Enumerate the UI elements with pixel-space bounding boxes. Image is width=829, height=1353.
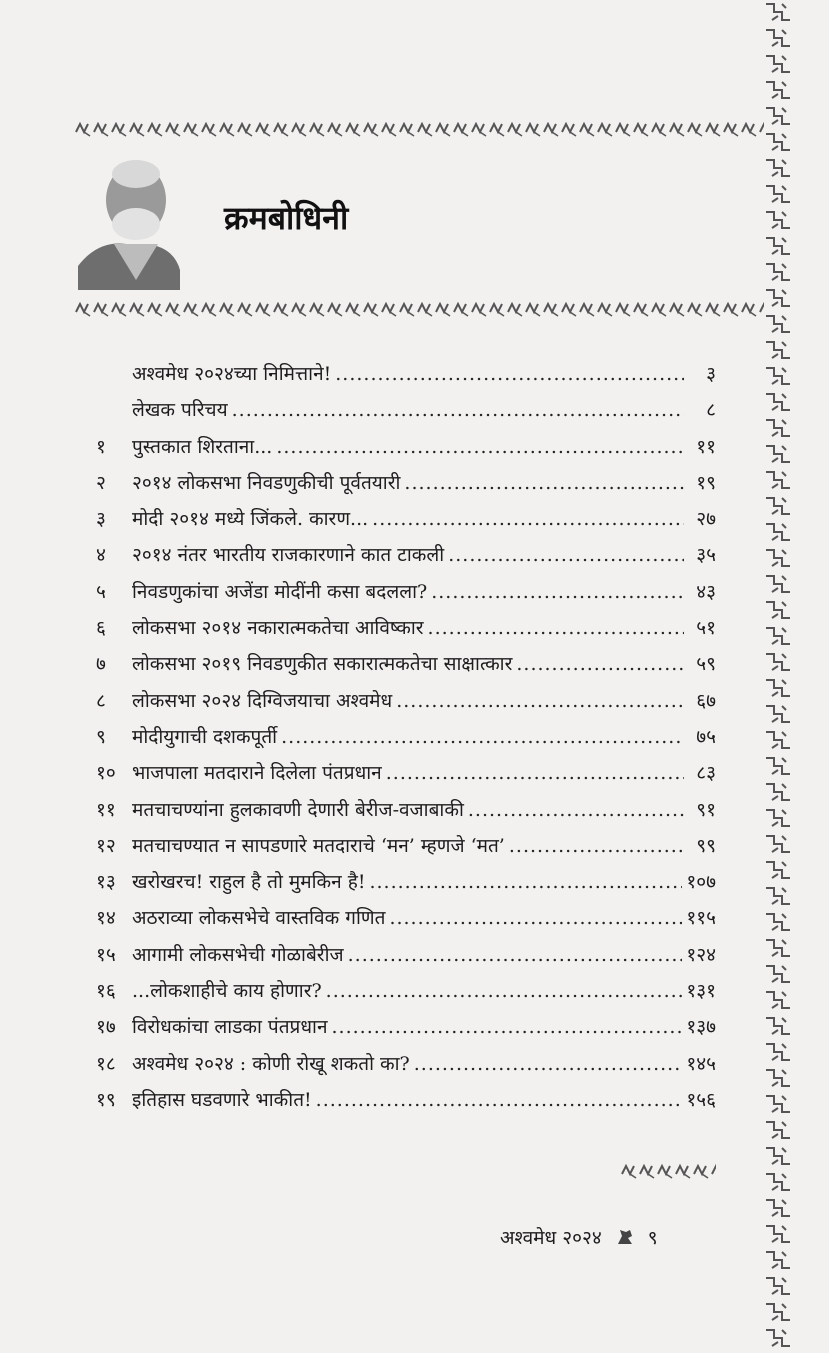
toc-page-number: १२४ [686,943,716,966]
toc-entry [96,505,716,541]
toc-entry [96,396,716,432]
toc-leader-dots [404,472,684,494]
toc-chapter-title: इतिहास घडवणारे भाकीत! [132,1088,312,1111]
toc-entry [96,977,716,1013]
toc-leader-dots [232,399,684,421]
toc-chapter-number: ७ [96,653,106,676]
toc-chapter-title: लोकसभा २०१४ नकारात्मकतेचा आविष्कार [132,617,424,640]
toc-page-number: ११ [696,435,716,458]
author-photo [78,148,180,290]
toc-chapter-number: ४ [96,544,106,567]
top-border-ornament [74,118,764,140]
toc-page-number: १४५ [686,1052,716,1075]
toc-leader-dots [468,799,684,821]
toc-chapter-title: लोकसभा २०२४ दिग्विजयाचा अश्वमेध [132,689,393,712]
toc-chapter-number: २ [96,471,106,494]
toc-page-number: ७५ [696,725,716,748]
toc-page-number: २७ [696,508,716,531]
toc-chapter-number: १६ [96,980,116,1003]
toc-leader-dots [332,1016,683,1038]
toc-page-number: ५१ [696,617,716,640]
header-divider-ornament [74,298,764,320]
toc-page-number: ३ [706,363,716,385]
right-border-ornament [760,0,796,1353]
toc-entry [96,1086,716,1122]
toc-entry [96,796,716,832]
page-footer [500,1224,658,1250]
toc-entry [96,723,716,759]
toc-entry [96,469,716,505]
toc-page-number: ८ [706,399,716,422]
toc-entry [96,1050,716,1086]
toc-leader-dots [281,726,684,748]
toc-page-number: ८३ [696,762,716,785]
toc-chapter-title: लोकसभा २०१९ निवडणुकीत सकारात्मकतेचा साक्षात्कार [132,653,513,676]
horse-emblem-icon [614,1226,636,1248]
toc-chapter-title: मतचाचण्यांना हुलकावणी देणारी बेरीज-वजाबाकी [132,798,464,821]
footer-page-number: ९ [647,1227,658,1249]
toc-chapter-title: अठराव्या लोकसभेचे वास्तविक गणित [132,907,386,930]
toc-page-number: १५६ [686,1088,716,1111]
toc-chapter-number: १ [96,435,106,458]
toc-chapter-title: लेखक परिचय [132,399,228,422]
toc-page-number: ११५ [686,907,716,930]
toc-chapter-title: पुस्तकात शिरताना... [132,435,273,458]
toc-chapter-number: ६ [96,617,106,640]
toc-leader-dots [372,508,684,530]
toc-entry [96,541,716,577]
toc-page-number: १३७ [686,1016,716,1039]
toc-entry [96,687,716,723]
toc-chapter-number: १९ [96,1088,116,1111]
toc-page-number: १०७ [686,871,716,894]
toc-chapter-number: ९ [96,725,106,748]
toc-page-number: ३५ [696,544,716,567]
toc-chapter-title: २०१४ लोकसभा निवडणुकीची पूर्वतयारी [132,471,401,494]
toc-leader-dots [276,436,684,458]
toc-chapter-title: मोदी २०१४ मध्ये जिंकले. कारण... [132,508,369,531]
toc-chapter-number: १० [96,762,116,785]
toc-entry [96,759,716,795]
toc-chapter-title: अश्वमेध २०२४च्या निमित्ताने! [132,363,332,385]
table-of-contents [96,360,716,1122]
toc-leader-dots [348,944,683,966]
toc-chapter-number: १८ [96,1052,116,1075]
toc-leader-dots [509,835,684,857]
toc-page-number: ९१ [696,798,716,821]
toc-leader-dots [516,653,684,675]
toc-chapter-number: ५ [96,580,106,603]
toc-chapter-title: विरोधकांचा लाडका पंतप्रधान [132,1016,328,1039]
toc-leader-dots [431,581,684,603]
toc-chapter-number: १४ [96,907,116,930]
toc-leader-dots [386,762,684,784]
toc-chapter-title: निवडणुकांचा अजेंडा मोदींनी कसा बदलला? [132,580,428,603]
toc-chapter-number: १२ [96,834,116,857]
toc-entry [96,904,716,940]
toc-chapter-title: अश्वमेध २०२४ : कोणी रोखू शकतो का? [132,1052,410,1075]
toc-leader-dots [414,1053,683,1075]
toc-leader-dots [326,980,683,1002]
toc-leader-dots [335,363,684,385]
toc-page-number: ५९ [696,653,716,676]
toc-entry [96,433,716,469]
toc-chapter-number: १३ [96,871,116,894]
page-title: क्रमबोधिनी [224,199,349,237]
closing-ornament [620,1160,716,1182]
toc-leader-dots [396,690,684,712]
toc-chapter-title: भाजपाला मतदाराने दिलेला पंतप्रधान [132,762,382,785]
toc-entry [96,868,716,904]
toc-entry [96,941,716,977]
toc-chapter-title: ...लोकशाहीचे काय होणार? [132,980,322,1003]
toc-entry [96,1013,716,1049]
toc-chapter-number: ८ [96,689,106,712]
toc-entry [96,360,716,396]
toc-page-number: १३१ [686,980,716,1003]
toc-chapter-number: १५ [96,943,116,966]
toc-chapter-number: १७ [96,1016,116,1039]
toc-chapter-title: मोदीयुगाची दशकपूर्ती [132,725,278,748]
toc-leader-dots [316,1089,683,1111]
toc-leader-dots [428,617,684,639]
toc-page-number: ६७ [696,689,716,712]
toc-entry [96,614,716,650]
toc-leader-dots [369,871,682,893]
toc-page-number: १९ [696,471,716,494]
footer-book-title: अश्वमेध २०२४ [500,1227,602,1249]
toc-page-number: ९९ [696,834,716,857]
toc-chapter-title: मतचाचण्यात न सापडणारे मतदाराचे ‘मन’ म्हणजे ‘मत’ [132,834,505,857]
toc-entry [96,578,716,614]
toc-chapter-number: ३ [96,508,106,531]
toc-page-number: ४३ [696,580,716,603]
toc-leader-dots [389,907,682,929]
toc-chapter-title: खरोखरच! राहुल है तो मुमकिन है! [132,871,366,894]
toc-chapter-number: ११ [96,798,116,821]
toc-entry [96,832,716,868]
toc-chapter-title: आगामी लोकसभेची गोळाबेरीज [132,943,344,966]
toc-chapter-title: २०१४ नंतर भारतीय राजकारणाने कात टाकली [132,544,445,567]
toc-leader-dots [448,544,684,566]
toc-entry [96,650,716,686]
